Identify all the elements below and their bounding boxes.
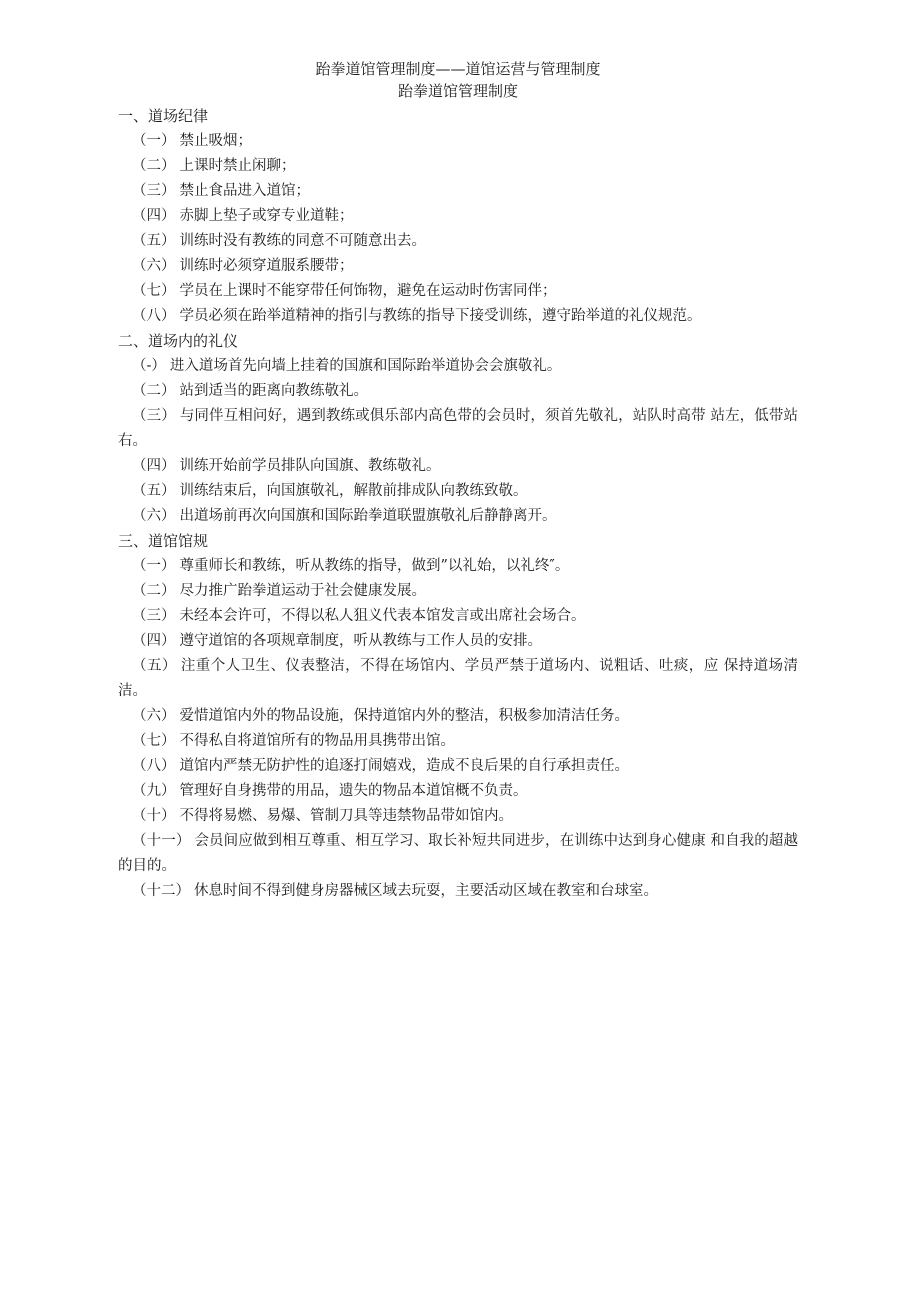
list-item-text: 不得将易燃、易爆、管制刀具等违禁物品带如馆内。 — [179, 808, 513, 824]
list-item-text: 出道场前再次向国旗和国际跆拳道联盟旗敬礼后静静离开。 — [179, 508, 557, 524]
list-item — [118, 654, 798, 704]
list-item-text: 尊重师长和教练，听从教练的指导，做到”以礼始，以礼终″。 — [179, 558, 570, 574]
list-item-number: （八） — [132, 308, 176, 324]
list-item — [118, 229, 798, 254]
list-item-number: （二） — [132, 583, 176, 599]
list-item-text: 进入道场首先向墙上挂着的国旗和国际跆举道协会会旗敬礼。 — [169, 358, 562, 374]
list-item-text: 会员间应做到相互尊重、相互学习、取长补短共同进步，在训练中达到身心健康 和自我的超越的目的。 — [118, 833, 798, 874]
list-item — [118, 729, 798, 754]
list-item-number: （一） — [132, 558, 176, 574]
list-item-number: （八） — [132, 758, 176, 774]
list-item-text: 不得私自将道馆所有的物品用具携带出馆。 — [179, 733, 455, 749]
list-item-text: 训练开始前学员排队向国旗、教练敬礼。 — [179, 458, 441, 474]
list-item-number: （二） — [132, 383, 176, 399]
list-item-text: 训练时必须穿道服系腰带； — [179, 258, 354, 274]
section — [118, 329, 798, 529]
list-item — [118, 304, 798, 329]
list-item — [118, 279, 798, 304]
section — [118, 104, 798, 329]
list-item — [118, 804, 798, 829]
list-item-number: （七） — [132, 733, 176, 749]
list-item-number: （六） — [132, 708, 176, 724]
list-item-text: 道馆内严禁无防护性的追逐打闹嬉戏，造成不良后果的自行承担责任。 — [179, 758, 629, 774]
list-item-number: （五） — [132, 233, 176, 249]
document-body — [118, 104, 798, 904]
list-item-number: （四） — [132, 633, 176, 649]
section-heading: 三、道馆馆规 — [118, 532, 209, 550]
list-item-number: （三） — [132, 408, 176, 424]
list-item — [118, 879, 798, 904]
list-item — [118, 379, 798, 404]
section — [118, 529, 798, 904]
list-item-text: 学员在上课时不能穿带任何饰物，避免在运动时伤害同伴； — [179, 283, 557, 299]
list-item — [118, 779, 798, 804]
list-item-number: （一） — [132, 133, 176, 149]
list-item — [118, 129, 798, 154]
list-item — [118, 404, 798, 454]
list-item — [118, 454, 798, 479]
list-item — [118, 354, 798, 379]
list-item-number: （二） — [132, 158, 176, 174]
list-item-number: （十二） — [132, 883, 190, 899]
document-title: 跆拳道馆管理制度——道馆运营与管理制度 — [315, 60, 601, 78]
list-item — [118, 604, 798, 629]
section-heading: 二、道场内的礼仪 — [118, 332, 239, 350]
list-item-text: 管理好自身携带的用品，遗失的物品本道馆概不负责。 — [179, 783, 528, 799]
list-item-text: 上课时禁止闲聊； — [179, 158, 296, 174]
list-item-text: 赤脚上垫子或穿专业道鞋； — [179, 208, 354, 224]
list-item — [118, 154, 798, 179]
list-item — [118, 579, 798, 604]
list-item-text: 未经本会许可，不得以私人狙义代表本馆发言或出席社会场合。 — [179, 608, 586, 624]
list-item-text: 与同伴互相问好，遇到教练或俱乐部内高色带的会员时，须首先敬礼，站队时高带 站左，低带站右。 — [118, 408, 798, 449]
list-item-text: 注重个人卫生、仪表整洁，不得在场馆内、学员严禁于道场内、说粗话、吐痰，应 保持道场清洁。 — [118, 658, 799, 699]
list-item-text: 禁止食品进入道馆； — [179, 183, 310, 199]
list-item — [118, 704, 798, 729]
list-item — [118, 204, 798, 229]
list-item-text: 尽力推广跆拳道运动于社会健康发展。 — [179, 583, 426, 599]
list-item-number: （十） — [132, 808, 176, 824]
list-item-number: （三） — [132, 183, 176, 199]
list-item-number: （六） — [132, 508, 176, 524]
list-item — [118, 179, 798, 204]
document-subtitle: 跆拳道馆管理制度 — [397, 82, 518, 100]
list-item-text: 禁止吸烟； — [179, 133, 252, 149]
list-item — [118, 554, 798, 579]
list-item-text: 站到适当的距离向教练敬礼。 — [179, 383, 368, 399]
list-item-number: （九） — [132, 783, 176, 799]
list-item — [118, 829, 798, 879]
list-item-number: （四） — [132, 208, 176, 224]
list-item-number: （五） — [132, 483, 176, 499]
list-item-number: （十一） — [132, 833, 191, 849]
list-item-text: 训练结束后，向国旗敬礼，解散前排成队向教练致敬。 — [179, 483, 528, 499]
list-item — [118, 254, 798, 279]
list-item-text: 遵守道馆的各项规章制度，听从教练与工作人员的安排。 — [179, 633, 542, 649]
section-heading: 一、道场纪律 — [118, 107, 209, 125]
list-item-text: 训练时没有教练的同意不可随意出去。 — [179, 233, 426, 249]
list-item-text: 爱惜道馆内外的物品设施，保持道馆内外的整洁，积极参加清洁任务。 — [179, 708, 629, 724]
list-item-text: 休息时间不得到健身房器械区域去玩耍，主要活动区域在教室和台球室。 — [194, 883, 658, 899]
list-item-text: 学员必须在跆举道精神的指引与教练的指导下接受训练，遵守跆举道的礼仪规范。 — [179, 308, 702, 324]
list-item — [118, 504, 798, 529]
list-item-number: （七） — [132, 283, 176, 299]
list-item-number: （六） — [132, 258, 176, 274]
list-item — [118, 629, 798, 654]
list-item-number: （四） — [132, 458, 176, 474]
list-item — [118, 479, 798, 504]
list-item-number: （五） — [132, 658, 177, 674]
list-item-number: （三） — [132, 608, 176, 624]
list-item — [118, 754, 798, 779]
list-item-number: （-） — [132, 358, 166, 374]
